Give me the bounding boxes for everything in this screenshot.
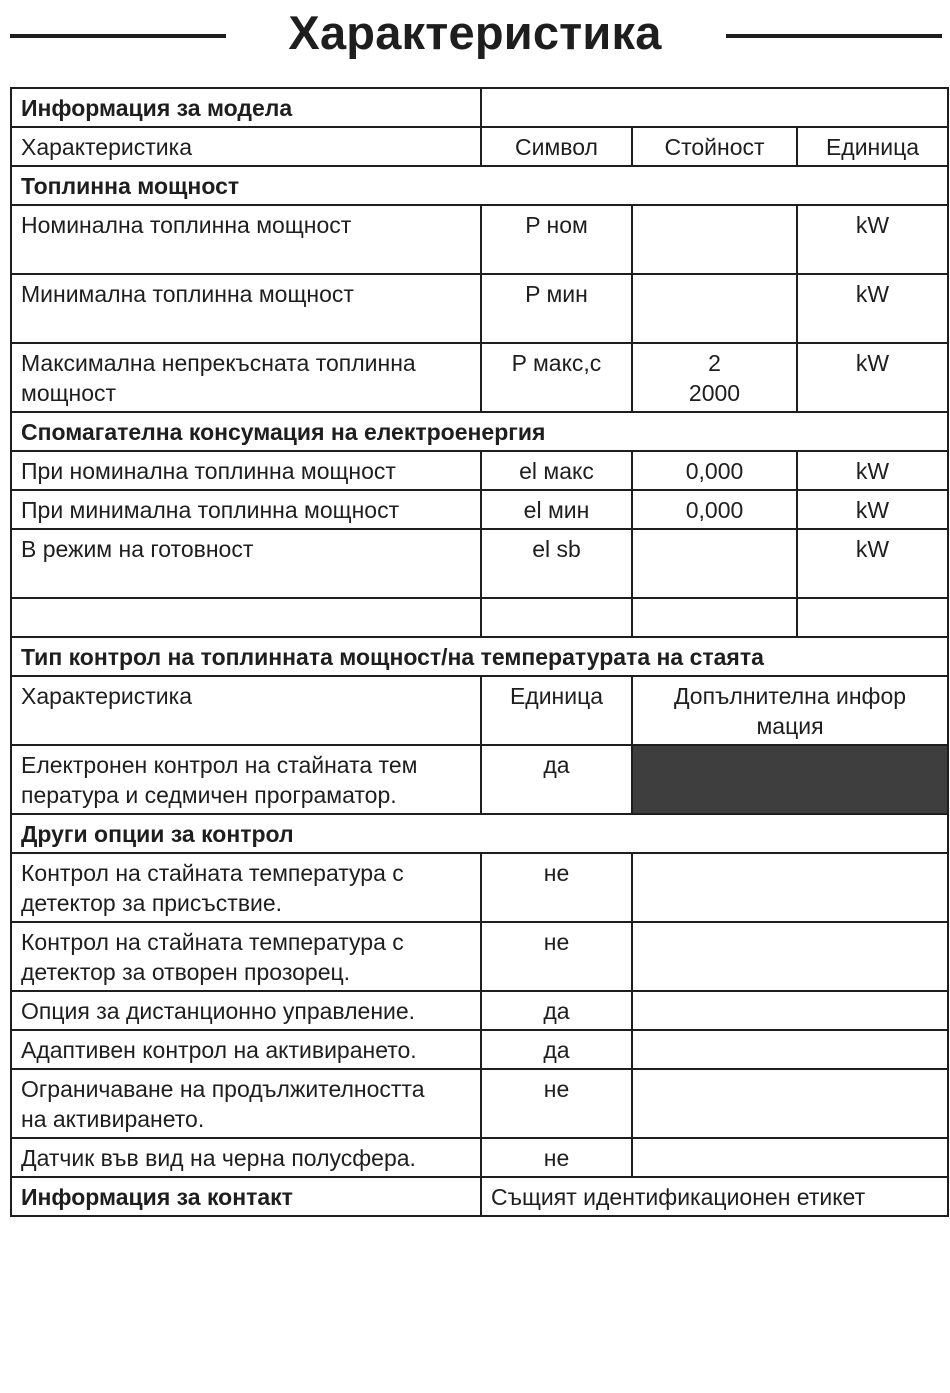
- row-unit: не: [481, 1069, 632, 1138]
- section-heat-output: [11, 166, 948, 205]
- row-name: Ограничаване на продължителността на активирането.: [11, 1069, 481, 1138]
- model-info-label: Информация за модела: [11, 88, 481, 127]
- empty-cell: [797, 598, 948, 637]
- row-additional-info: [632, 1030, 948, 1069]
- empty-cell: [632, 598, 797, 637]
- row-name: Максимална непрекъсната топлинна мощност: [11, 343, 481, 412]
- row-name: Минимална топлинна мощност: [11, 274, 481, 343]
- table-row: [11, 1138, 948, 1177]
- section-aux-consumption: [11, 412, 948, 451]
- table-row: [11, 205, 948, 274]
- header-characteristic: Характеристика: [11, 127, 481, 166]
- section-control-type: [11, 637, 948, 676]
- row-unit: да: [481, 991, 632, 1030]
- row-value: 2 2000: [632, 343, 797, 412]
- header-characteristic: Характеристика: [11, 676, 481, 745]
- shaded-cell: [632, 745, 948, 814]
- section-other-options: [11, 814, 948, 853]
- row-value: [632, 529, 797, 598]
- empty-row: [11, 598, 948, 637]
- row-symbol: el мин: [481, 490, 632, 529]
- row-value: 0,000: [632, 490, 797, 529]
- row-additional-info: [632, 1138, 948, 1177]
- title-row: [0, 0, 950, 70]
- row-name: Контрол на стайната температура с детектор за отворен прозорец.: [11, 922, 481, 991]
- row-additional-info: [632, 991, 948, 1030]
- header-unit: Единица: [481, 676, 632, 745]
- row-name: В режим на готовност: [11, 529, 481, 598]
- row-name: Адаптивен контрол на активирането.: [11, 1030, 481, 1069]
- spec-table: [10, 87, 949, 1217]
- page-title: Характеристика: [288, 6, 662, 59]
- row-name: Опция за дистанционно управление.: [11, 991, 481, 1030]
- table-row: [11, 343, 948, 412]
- row-symbol: P ном: [481, 205, 632, 274]
- table-row: [11, 529, 948, 598]
- header-symbol: Символ: [481, 127, 632, 166]
- contact-row: [11, 1177, 948, 1216]
- control-header-row: [11, 676, 948, 745]
- row-symbol: P макс,c: [481, 343, 632, 412]
- row-name: Номинална топлинна мощност: [11, 205, 481, 274]
- row-name: Електронен контрол на стайната тем пература и седмичен програматор.: [11, 745, 481, 814]
- model-info-value: [481, 88, 948, 127]
- section-title: Спомагателна консумация на електроенергия: [11, 412, 948, 451]
- title-rule-right: [726, 34, 942, 38]
- row-unit: да: [481, 1030, 632, 1069]
- table-row: [11, 490, 948, 529]
- row-unit: kW: [797, 205, 948, 274]
- row-unit: kW: [797, 529, 948, 598]
- row-symbol: P мин: [481, 274, 632, 343]
- row-name: Контрол на стайната температура с детектор за присъствие.: [11, 853, 481, 922]
- header-value: Стойност: [632, 127, 797, 166]
- contact-value: Същият идентификационен етикет: [481, 1177, 948, 1216]
- section-title: Други опции за контрол: [11, 814, 948, 853]
- section-title: Топлинна мощност: [11, 166, 948, 205]
- row-unit: kW: [797, 343, 948, 412]
- model-info-row: [11, 88, 948, 127]
- header-additional-info: Допълнителна инфор мация: [632, 676, 948, 745]
- contact-label: Информация за контакт: [11, 1177, 481, 1216]
- row-unit: не: [481, 853, 632, 922]
- row-value: [632, 205, 797, 274]
- table-row: [11, 274, 948, 343]
- table-row: [11, 745, 948, 814]
- header-unit: Единица: [797, 127, 948, 166]
- row-value: 0,000: [632, 451, 797, 490]
- table-row: [11, 991, 948, 1030]
- table-row: [11, 1030, 948, 1069]
- row-symbol: el макс: [481, 451, 632, 490]
- table-row: [11, 451, 948, 490]
- empty-cell: [481, 598, 632, 637]
- row-value: [632, 274, 797, 343]
- section-title: Тип контрол на топлинната мощност/на температурата на стаята: [11, 637, 948, 676]
- row-unit: kW: [797, 274, 948, 343]
- table-row: [11, 1069, 948, 1138]
- row-unit: kW: [797, 451, 948, 490]
- row-additional-info: [632, 1069, 948, 1138]
- row-additional-info: [632, 922, 948, 991]
- row-unit: не: [481, 1138, 632, 1177]
- row-name: При минимална топлинна мощност: [11, 490, 481, 529]
- row-unit: не: [481, 922, 632, 991]
- row-unit: да: [481, 745, 632, 814]
- table-header-row: [11, 127, 948, 166]
- table-row: [11, 853, 948, 922]
- row-name: При номинална топлинна мощност: [11, 451, 481, 490]
- row-unit: kW: [797, 490, 948, 529]
- row-additional-info: [632, 853, 948, 922]
- row-name: Датчик във вид на черна полусфера.: [11, 1138, 481, 1177]
- row-symbol: el sb: [481, 529, 632, 598]
- table-row: [11, 922, 948, 991]
- empty-cell: [11, 598, 481, 637]
